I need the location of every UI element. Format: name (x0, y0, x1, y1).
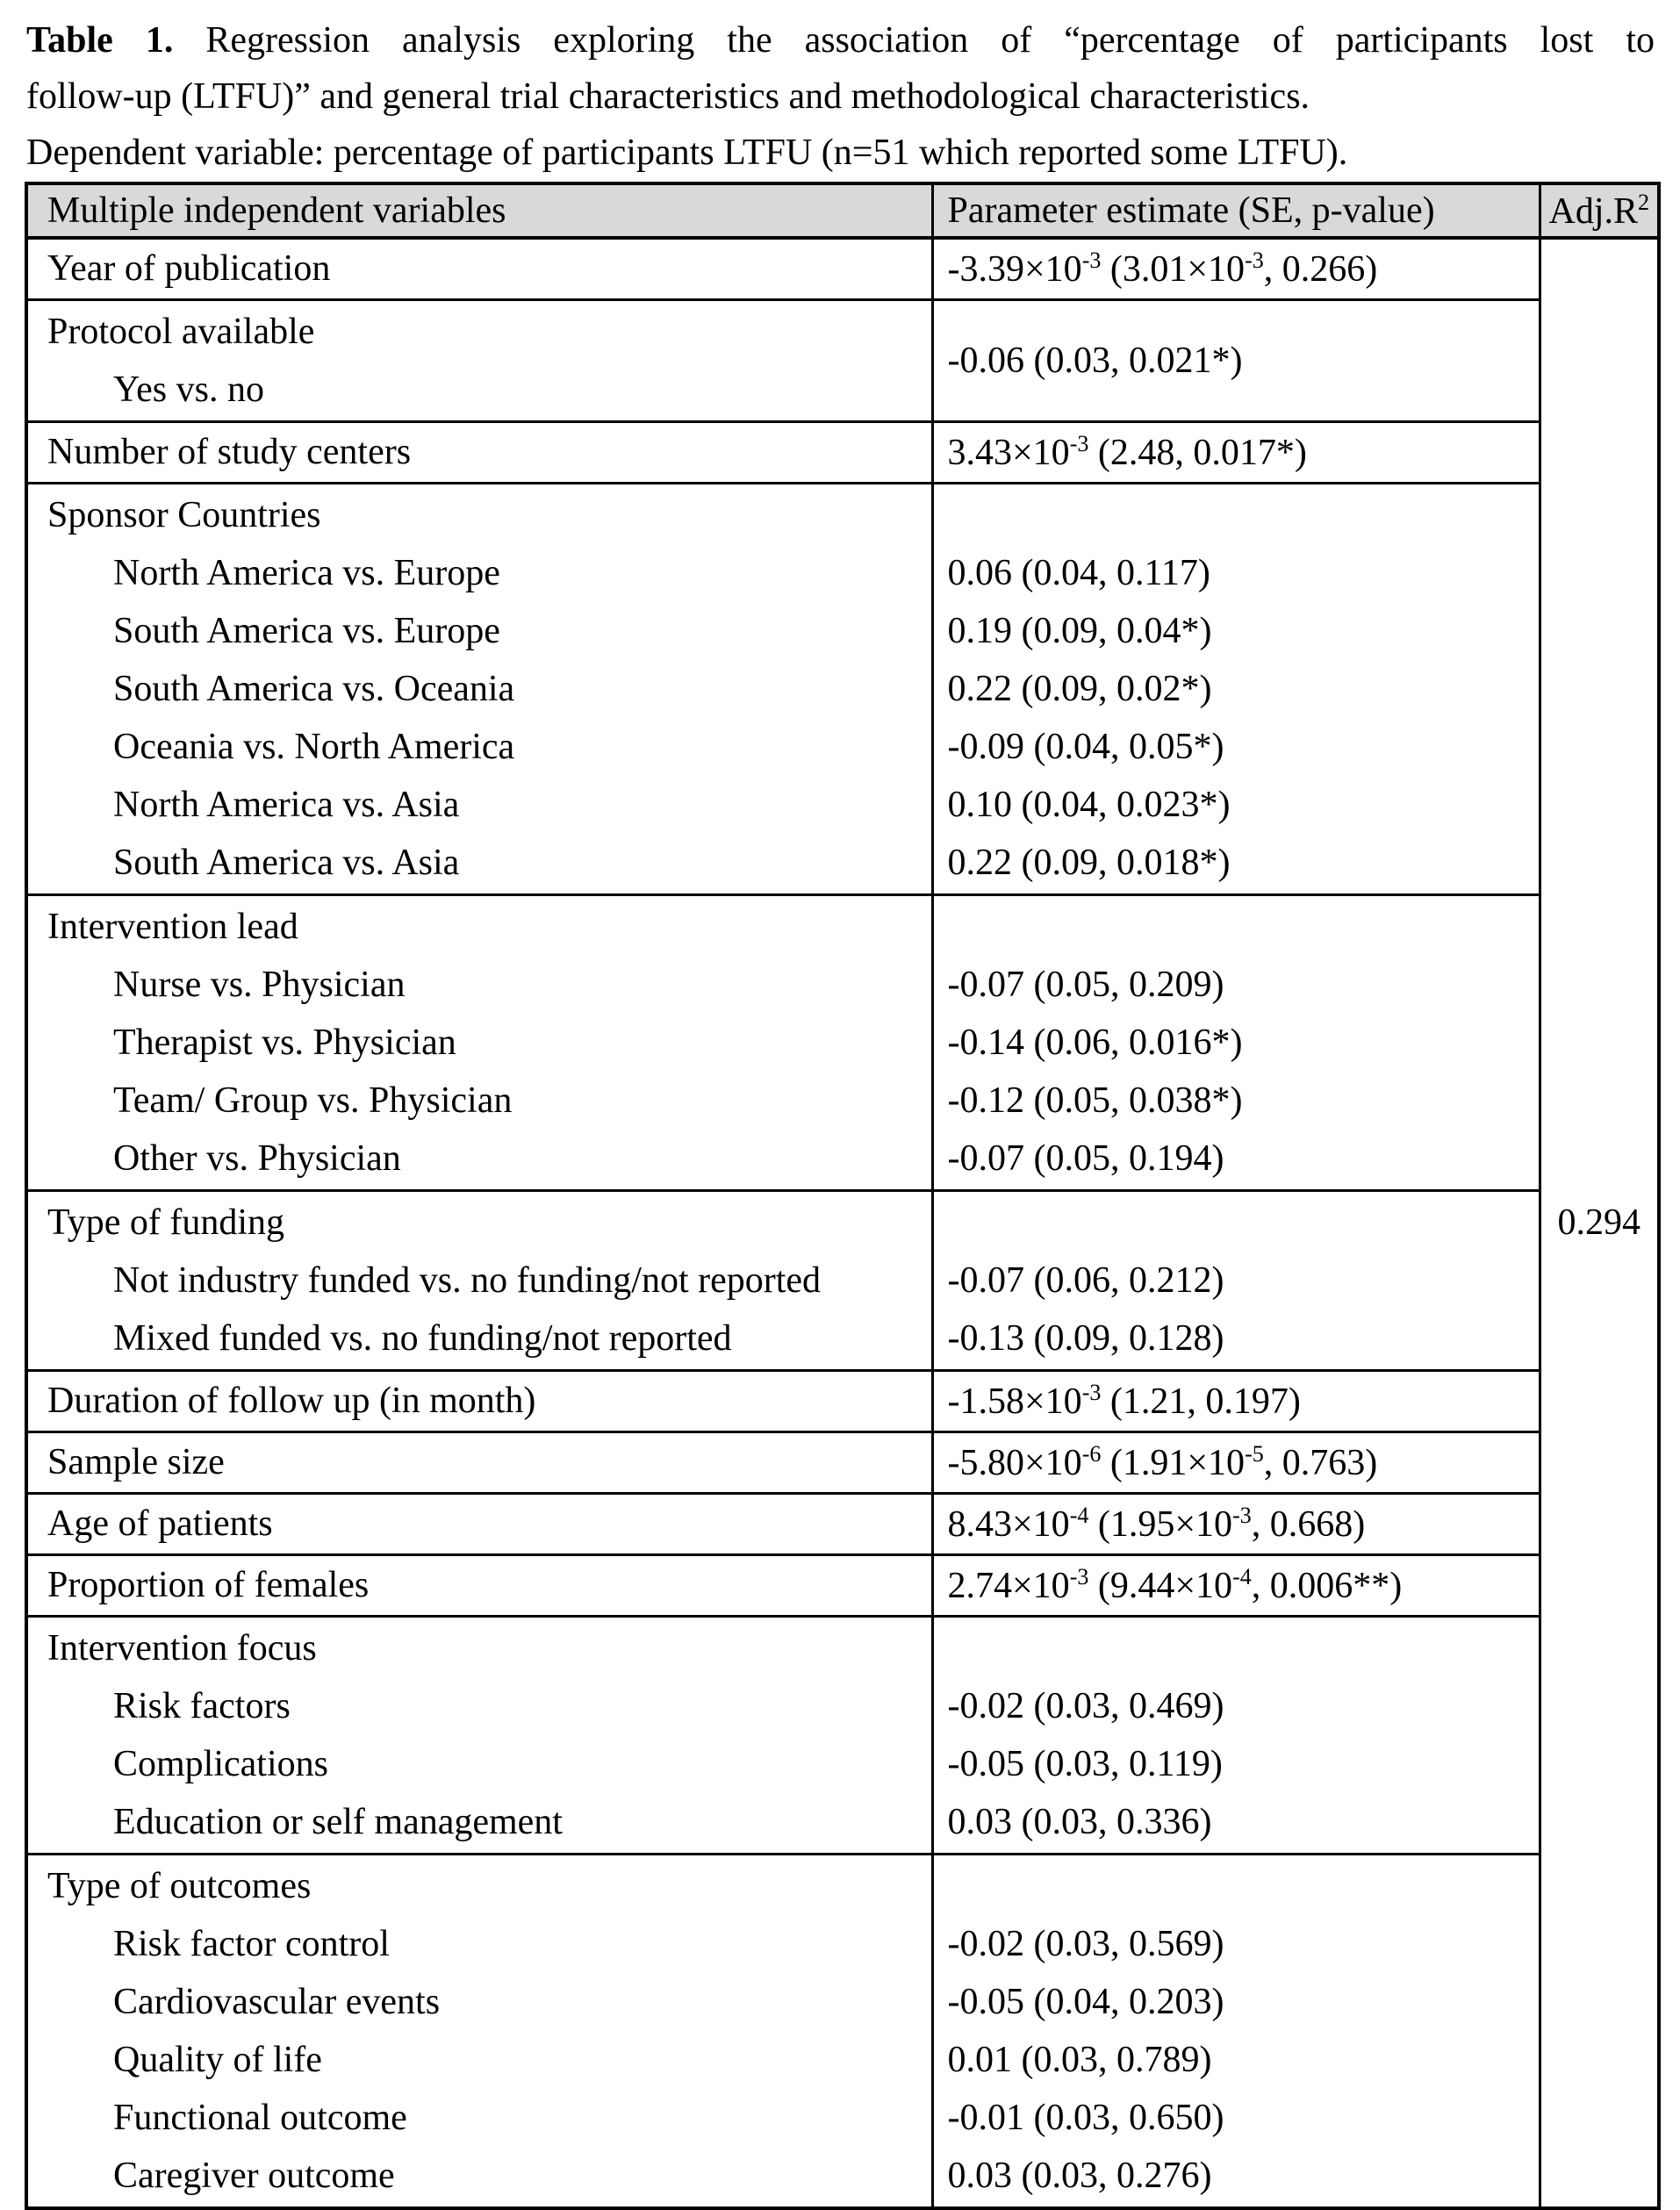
blank-line (948, 1857, 1539, 1915)
sub-value: 0.06 (0.04, 0.117) (947, 552, 1210, 593)
sub-value: -0.01 (0.03, 0.650) (947, 2097, 1224, 2138)
row-protocol-available (26, 299, 1659, 421)
sub-label: Mixed funded vs. no funding/not reported (113, 1317, 732, 1359)
sub-label: Therapist vs. Physician (113, 1022, 456, 1063)
sub-label: Education or self management (113, 1801, 563, 1842)
sub-value: -0.13 (0.09, 0.128) (947, 1317, 1224, 1359)
row-type-of-outcomes (26, 1854, 1659, 2208)
blank-line (948, 486, 1539, 544)
row-value: $-5.80\times 10^{-6}$ ($1.91\times 10^{-5}$, 0.763) (932, 1431, 1540, 1493)
sub-value: 0.22 (0.09, 0.018*) (947, 842, 1231, 883)
caption-line-3: Dependent variable: percentage of participants LTFU (n=51 which reported some LTFU). (26, 133, 1348, 173)
group-label: Protocol available (47, 311, 315, 352)
sub-label: South America vs. Asia (113, 842, 460, 883)
row-value: -0.06 (0.03, 0.021*) (932, 299, 1540, 421)
col-header-adj-r2: $Adj.R^2$ (1540, 183, 1659, 238)
row-intervention-focus (26, 1616, 1659, 1854)
sub-label: Quality of life (113, 2039, 322, 2080)
group-label: Type of outcomes (47, 1865, 312, 1906)
group-label: Intervention focus (47, 1627, 317, 1668)
header-row (26, 183, 1659, 238)
caption-line-2: follow-up (LTFU)” and general trial characteristics and methodological characteristics. (26, 76, 1310, 117)
row-label: Year of publication (26, 238, 932, 299)
sub-value: 0.03 (0.03, 0.276) (947, 2155, 1212, 2196)
col-header-variables: Multiple independent variables (26, 183, 932, 238)
blank-line (948, 1194, 1539, 1252)
sub-value: -0.05 (0.04, 0.203) (947, 1981, 1224, 2022)
sub-value: -0.05 (0.03, 0.119) (947, 1743, 1223, 1784)
row-label-group (26, 894, 932, 1190)
row-value-group (932, 1616, 1540, 1854)
sub-value: 0.10 (0.04, 0.023*) (947, 784, 1231, 825)
row-type-of-funding (26, 1190, 1659, 1370)
row-label-group (26, 1190, 932, 1370)
row-year-of-publication (26, 238, 1659, 299)
sub-label: Team/ Group vs. Physician (113, 1080, 513, 1121)
row-value-group (932, 1190, 1540, 1370)
sub-label: Other vs. Physician (113, 1137, 401, 1179)
row-label: Duration of follow up (in month) (26, 1370, 932, 1431)
col-header-estimate: Parameter estimate (SE, p-value) (932, 183, 1540, 238)
row-label: Number of study centers (26, 421, 932, 483)
sub-label: Oceania vs. North America (113, 726, 515, 767)
sub-value: 0.22 (0.09, 0.02*) (947, 668, 1212, 709)
row-label: Age of patients (26, 1493, 932, 1554)
sub-value: -0.07 (0.05, 0.209) (947, 964, 1224, 1005)
sub-label: Cardiovascular events (113, 1981, 441, 2022)
sub-label: Caregiver outcome (113, 2155, 395, 2196)
blank-line (948, 1619, 1539, 1677)
row-value: $-1.58\times 10^{-3}$ (1.21, 0.197) (932, 1370, 1540, 1431)
row-sample-size (26, 1431, 1659, 1493)
group-label: Type of funding (47, 1202, 285, 1243)
sub-value: -0.02 (0.03, 0.469) (947, 1685, 1224, 1726)
sub-label: Functional outcome (113, 2097, 407, 2138)
group-label: Sponsor Countries (47, 494, 321, 535)
group-label: Intervention lead (47, 906, 298, 947)
sub-label: Yes vs. no (113, 369, 264, 410)
sub-label: Not industry funded vs. no funding/not reported (113, 1259, 822, 1301)
regression-table (25, 182, 1661, 2210)
sub-value: 0.03 (0.03, 0.336) (947, 1801, 1212, 1842)
sub-label: Risk factor control (113, 1923, 390, 1964)
row-intervention-lead (26, 894, 1659, 1190)
row-value-group (932, 483, 1540, 894)
row-label-group (26, 1854, 932, 2208)
sub-value: 0.19 (0.09, 0.04*) (947, 610, 1212, 651)
caption-line-1-text: Regression analysis exploring the association of “percentage of participants lost to (173, 20, 1655, 61)
page (0, 12, 1680, 2210)
sub-label: South America vs. Oceania (113, 668, 515, 709)
sub-value: -0.14 (0.06, 0.016*) (947, 1022, 1243, 1063)
sub-value: -0.09 (0.04, 0.05*) (947, 726, 1224, 767)
sub-value: -0.12 (0.05, 0.038*) (947, 1080, 1243, 1121)
row-label: Proportion of females (26, 1554, 932, 1616)
caption-line-1 (26, 12, 1655, 68)
row-value: $2.74\times 10^{-3}$ ($9.44\times 10^{-4}$, 0.006**) (932, 1554, 1540, 1616)
adj-r2-cell: 0.294 (1540, 238, 1659, 2208)
sub-label: North America vs. Europe (113, 552, 500, 593)
row-value: $8.43\times 10^{-4}$ ($1.95\times 10^{-3}$, 0.668) (932, 1493, 1540, 1554)
row-number-of-study-centers (26, 421, 1659, 483)
sub-label: Complications (113, 1743, 328, 1784)
sub-value: -0.02 (0.03, 0.569) (947, 1923, 1224, 1964)
row-value-group (932, 894, 1540, 1190)
row-label-group (26, 299, 932, 421)
row-duration-of-follow-up (26, 1370, 1659, 1431)
sub-value: -0.07 (0.05, 0.194) (947, 1137, 1224, 1179)
row-value: $3.43\times 10^{-3}$ (2.48, 0.017*) (932, 421, 1540, 483)
sub-value: 0.01 (0.03, 0.789) (947, 2039, 1212, 2080)
row-label-group (26, 1616, 932, 1854)
row-age-of-patients (26, 1493, 1659, 1554)
sub-label: South America vs. Europe (113, 610, 500, 651)
table-caption (26, 12, 1655, 181)
row-proportion-of-females (26, 1554, 1659, 1616)
sub-value: -0.07 (0.06, 0.212) (947, 1259, 1224, 1301)
sub-label: North America vs. Asia (113, 784, 460, 825)
sub-label: Risk factors (113, 1685, 291, 1726)
row-label: Sample size (26, 1431, 932, 1493)
row-value: $-3.39\times 10^{-3}$ ($3.01\times 10^{-3}$, 0.266) (932, 238, 1540, 299)
sub-label: Nurse vs. Physician (113, 964, 406, 1005)
row-value-group (932, 1854, 1540, 2208)
row-label-group (26, 483, 932, 894)
row-sponsor-countries (26, 483, 1659, 894)
caption-table-label: Table 1. (26, 20, 174, 61)
blank-line (948, 898, 1539, 956)
